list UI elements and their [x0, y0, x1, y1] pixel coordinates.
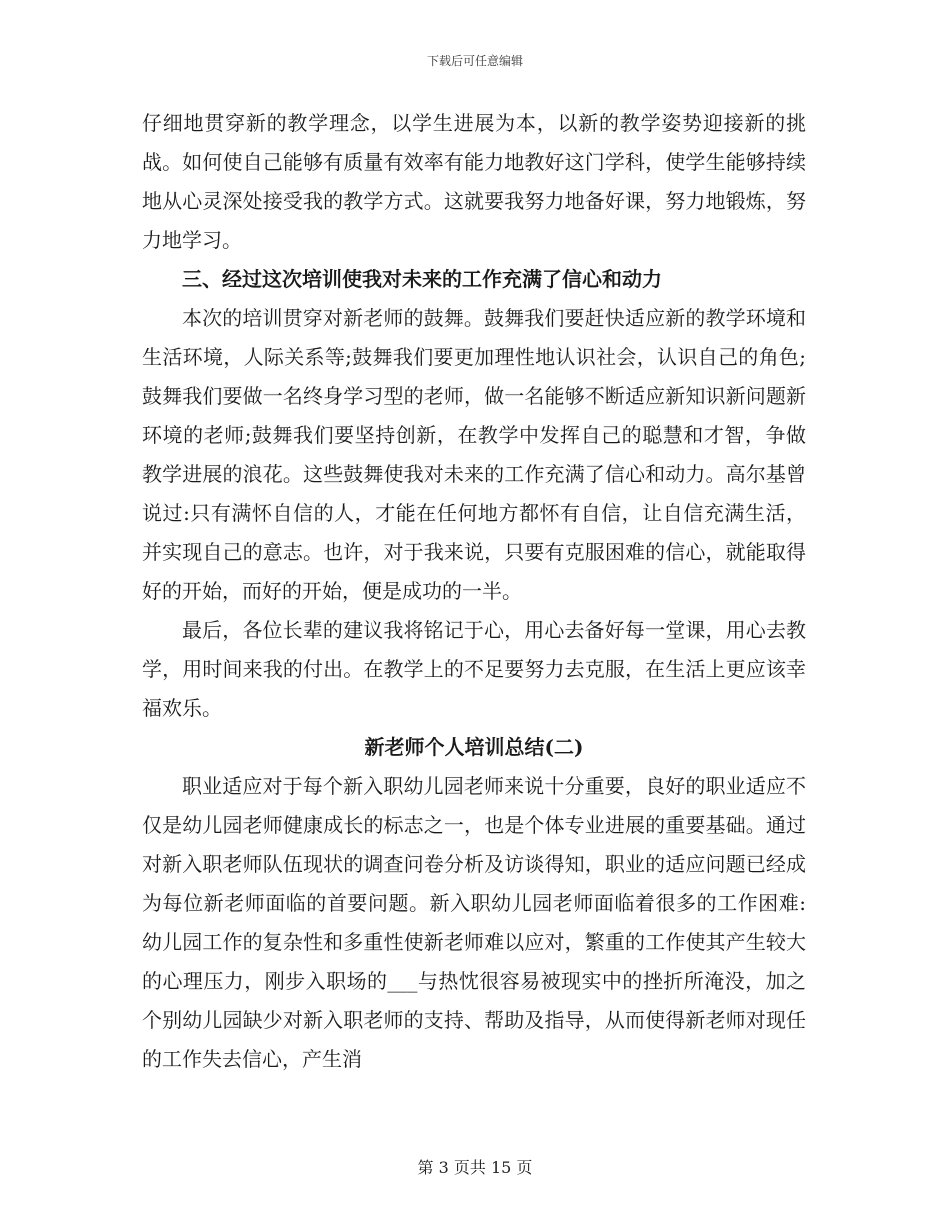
page-footer: 第 3 页共 15 页 — [417, 1158, 533, 1177]
paragraph-continuation: 仔细地贯穿新的教学理念，以学生进展为本，以新的教学姿势迎接新的挑战。如何使自己能够有质量有效率有能力地教好这门学科，使学生能够持续地从心灵深处接受我的教学方式。这就要我努力地备好课，努力地锻炼，努力地学习。 — [142, 111, 806, 252]
page-header: 下载后可任意编辑 — [426, 54, 523, 68]
paragraph-conclusion: 最后，各位长辈的建议我将铭记于心，用心去备好每一堂课，用心去教学，用时间来我的付出。在教学上的不足要努力去克服，在生活上更应该幸福欢乐。 — [142, 618, 806, 720]
section-heading-3: 三、经过这次培训使我对未来的工作充满了信心和动力 — [182, 267, 662, 291]
paragraph-adaptation: 职业适应对于每个新入职幼儿园老师来说十分重要，良好的职业适应不仅是幼儿园老师健康成长的标志之一，也是个体专业进展的重要基础。通过对新入职老师队伍现状的调查问卷分析及访谈得知，职业的适应问题已经成为每位新老师面临的首要问题。新入职幼儿园老师面临着很多的工作困难:幼儿园工作的复杂性和多重性使新老师难以应对，繁重的工作使其产生较大的心理压力，刚步入职场的___与热忱很容易被现实中的挫折所淹没，加之个别幼儿园缺少对新入职老师的支持、帮助及指导，从而使得新老师对现任的工作失去信心，产生消 — [142, 774, 806, 1071]
paragraph-encouragement: 本次的培训贯穿对新老师的鼓舞。鼓舞我们要赶快适应新的教学环境和生活环境，人际关系等;鼓舞我们要更加理性地认识社会，认识自己的角色;鼓舞我们要做一名终身学习型的老师，做一名能够不断适应新知识新问题新环境的老师;鼓舞我们要坚持创新，在教学中发挥自己的聪慧和才智，争做教学进展的浪花。这些鼓舞使我对未来的工作充满了信心和动力。高尔基曾说过:只有满怀自信的人，才能在任何地方都怀有自信，让自信充满生活，并实现自己的意志。也许，对于我来说，只要有克服困难的信心，就能取得好的开始，而好的开始，便是成功的一半。 — [142, 306, 806, 603]
article-title-2: 新老师个人培训总结(二) — [364, 735, 584, 759]
document-body — [142, 104, 806, 1079]
